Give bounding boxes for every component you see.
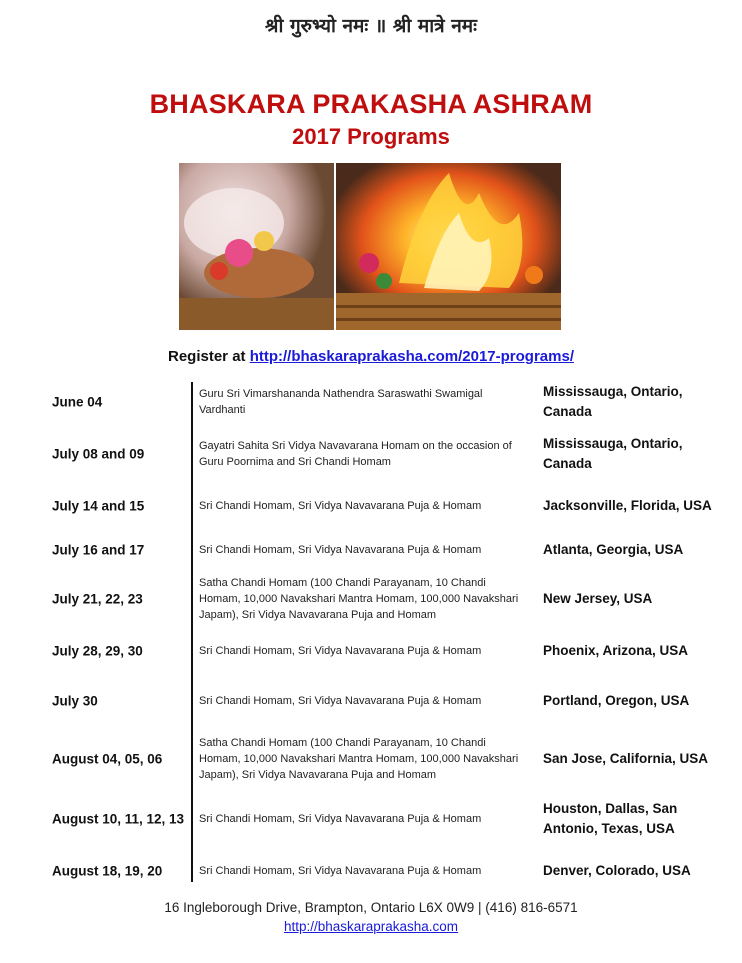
homam-photos xyxy=(179,163,561,330)
program-description: Sri Chandi Homam, Sri Vidya Navavarana Puja & Homam xyxy=(199,500,482,512)
program-date: August 04, 05, 06 xyxy=(52,751,163,767)
program-location: Denver, Colorado, USA xyxy=(543,863,691,878)
program-description: Satha Chandi Homam (100 Chandi Parayanam, 10 Chandi Homam, 10,000 Navakshari Mantra Homam, 100,000 Navakshari Japam), Sri Vidya Navavarana Puja and Homam xyxy=(199,737,519,781)
program-date: July 21, 22, 23 xyxy=(52,591,143,607)
program-date: July 28, 29, 30 xyxy=(52,643,143,659)
program-description: Sri Chandi Homam, Sri Vidya Navavarana Puja & Homam xyxy=(199,813,482,825)
program-location: Mississauga, Ontario, Canada xyxy=(543,384,683,419)
program-date: July 30 xyxy=(52,693,98,709)
program-location: Mississauga, Ontario, Canada xyxy=(543,436,683,471)
program-location: San Jose, California, USA xyxy=(543,751,709,766)
program-description: Satha Chandi Homam (100 Chandi Parayanam, 10 Chandi Homam, 10,000 Navakshari Mantra Homam, 100,000 Navakshari Japam), Sri Vidya Navavarana Puja and Homam xyxy=(199,577,519,621)
column-divider xyxy=(191,382,193,882)
sacred-fire-photo xyxy=(336,163,561,330)
program-location: Atlanta, Georgia, USA xyxy=(543,542,684,557)
program-date: July 14 and 15 xyxy=(52,498,145,514)
program-description: Sri Chandi Homam, Sri Vidya Navavarana Puja & Homam xyxy=(199,645,482,657)
program-description: Sri Chandi Homam, Sri Vidya Navavarana Puja & Homam xyxy=(199,544,482,556)
program-date: August 10, 11, 12, 13 xyxy=(52,811,185,827)
footer-address: 16 Ingleborough Drive, Brampton, Ontario L6X 0W9 | (416) 816-6571 xyxy=(164,900,578,915)
program-date: July 08 and 09 xyxy=(52,446,145,462)
program-description: Guru Sri Vimarshananda Nathendra Saraswathi Swamigal Vardhanti xyxy=(199,388,483,416)
program-description: Sri Chandi Homam, Sri Vidya Navavarana Puja & Homam xyxy=(199,695,482,707)
program-location: New Jersey, USA xyxy=(543,591,653,606)
page-subtitle: 2017 Programs xyxy=(292,124,450,149)
registration-line xyxy=(0,348,742,365)
program-date: June 04 xyxy=(52,394,103,410)
program-location: Portland, Oregon, USA xyxy=(543,693,690,708)
program-schedule xyxy=(0,378,742,888)
page-title: BHASKARA PRAKASHA ASHRAM xyxy=(149,89,593,119)
program-location: Jacksonville, Florida, USA xyxy=(543,498,712,513)
program-description: Gayatri Sahita Sri Vidya Navavarana Homam on the occasion of Guru Poornima and Sri Chandi Homam xyxy=(199,440,512,468)
program-location: Houston, Dallas, San Antonio, Texas, USA xyxy=(543,801,678,836)
program-date: August 18, 19, 20 xyxy=(52,863,163,879)
register-link[interactable]: http://bhaskaraprakasha.com/2017-programs/ xyxy=(249,348,574,365)
homam-offerings-photo xyxy=(179,163,334,330)
footer-website xyxy=(0,919,742,934)
program-date: July 16 and 17 xyxy=(52,542,145,558)
register-label: Register at xyxy=(168,348,246,365)
sanskrit-invocation: श्री गुरुभ्यो नमः ॥ श्री मात्रे नमः xyxy=(265,15,477,37)
program-description: Sri Chandi Homam, Sri Vidya Navavarana Puja & Homam xyxy=(199,865,482,877)
website-link[interactable]: http://bhaskaraprakasha.com xyxy=(283,919,459,934)
program-location: Phoenix, Arizona, USA xyxy=(543,643,689,658)
